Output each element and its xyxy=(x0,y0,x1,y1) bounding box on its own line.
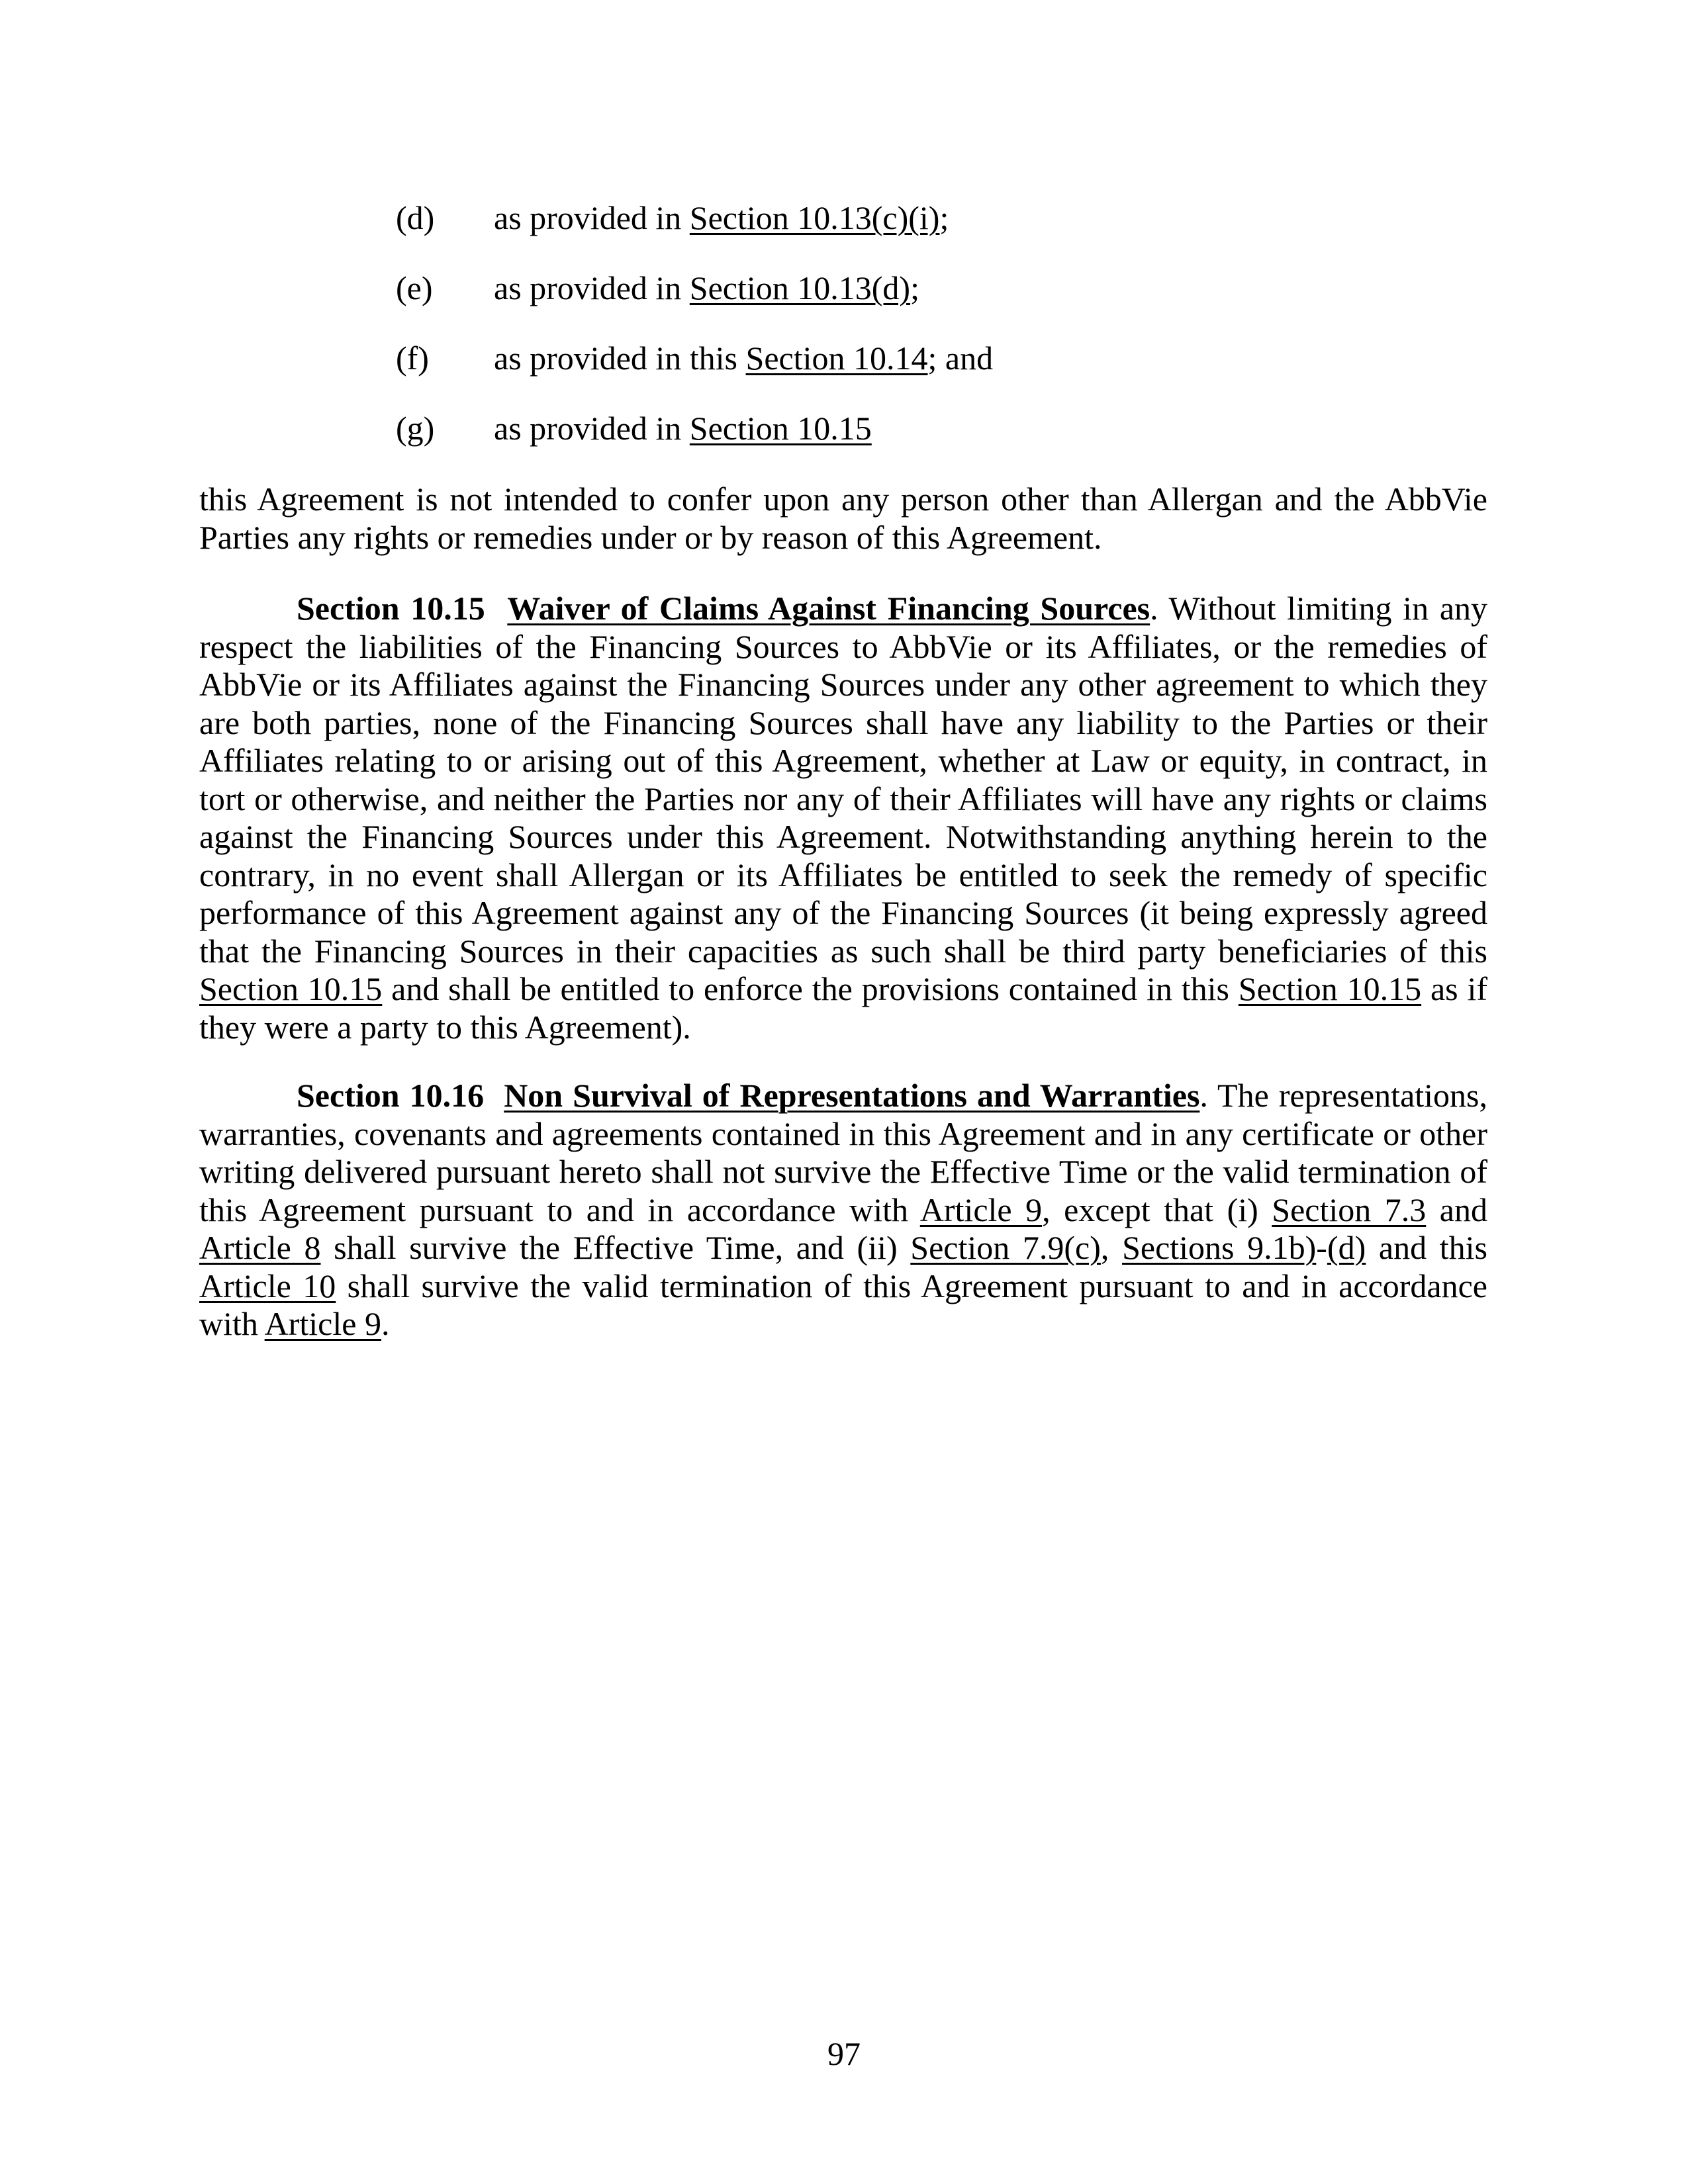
list-item-d xyxy=(396,199,949,237)
list-text: as provided in xyxy=(494,410,690,447)
section-reference-link[interactable]: Section 7.9(c) xyxy=(910,1229,1101,1266)
list-text-suffix: ; and xyxy=(927,340,994,377)
section-text: as if they were a party to this Agreement). xyxy=(199,970,1487,1046)
section-text: and xyxy=(1426,1191,1487,1228)
page-number: 97 xyxy=(827,2035,861,2072)
section-reference-link[interactable]: Section 10.15 xyxy=(689,410,872,447)
section-text: - xyxy=(1316,1229,1327,1266)
section-text: . The representations, warranties, covenants and agreements contained in this Agreement and in any certificate or other writing delivered pursuant hereto shall not survive the Effective Time or the valid termination of this Agreement pursuant to and in accordance with xyxy=(199,1077,1488,1228)
article-reference-link[interactable]: Article 10 xyxy=(199,1267,336,1304)
section-text: , except that (i) xyxy=(1042,1191,1272,1228)
list-text: as provided in this xyxy=(494,340,746,377)
list-text-suffix: ; xyxy=(939,199,949,236)
article-reference-link[interactable]: Article 9 xyxy=(919,1191,1043,1228)
section-10-15-paragraph xyxy=(199,590,1487,1046)
section-10-16-paragraph xyxy=(199,1077,1487,1343)
section-text: shall survive the valid termination of this Agreement pursuant to and in accordance with xyxy=(199,1267,1487,1342)
section-number: Section 10.15 xyxy=(297,590,485,627)
list-text-suffix: ; xyxy=(910,269,919,306)
section-reference-link[interactable]: Section 10.13(c)(i) xyxy=(689,199,940,236)
article-reference-link[interactable]: Article 9 xyxy=(264,1305,381,1342)
section-reference-link[interactable]: Section 10.14 xyxy=(745,340,928,377)
article-reference-link[interactable]: Article 8 xyxy=(199,1229,321,1266)
section-number: Section 10.16 xyxy=(297,1077,485,1114)
list-text: as provided in xyxy=(494,269,690,306)
section-reference-link[interactable]: (d) xyxy=(1327,1229,1366,1266)
list-item-f xyxy=(396,339,993,377)
list-marker: (f) xyxy=(396,340,429,377)
section-text: . Without limiting in any respect the liabilities of the Financing Sources to AbbVie or its Affiliates, or the remedies of AbbVie or its Affiliates against the Financing Sources under any other agreement to which they are both parties, none of the Financing Sources shall have any liability to the Parties or their Affiliates relating to or arising out of this Agreement, whether at Law or equity, in contract, in tort or otherwise, and neither the Parties nor any of their Affiliates will have any rights or claims against the Financing Sources under this Agreement. Notwithstanding anything herein to the contrary, in no event shall Allergan or its Affiliates be entitled to seek the remedy of specific performance of this Agreement against any of the Financing Sources (it being expressly agreed that the Financing Sources in their capacities as such shall be third party beneficiaries of this xyxy=(199,590,1488,970)
list-text: as provided in xyxy=(494,199,690,236)
section-text: . xyxy=(381,1305,390,1342)
section-reference-link[interactable]: Section 10.15 xyxy=(1238,970,1422,1007)
section-reference-link[interactable]: Sections 9.1b) xyxy=(1122,1229,1317,1266)
section-reference-link[interactable]: Section 7.3 xyxy=(1272,1191,1427,1228)
section-title: Non Survival of Representations and Warranties xyxy=(504,1077,1200,1114)
list-item-e xyxy=(396,269,919,307)
list-marker: (e) xyxy=(396,269,433,306)
list-item-g xyxy=(396,409,872,447)
section-reference-link[interactable]: Section 10.13(d) xyxy=(689,269,911,306)
section-text: shall survive the Effective Time, and (ii) xyxy=(320,1229,911,1266)
section-title: Waiver of Claims Against Financing Sources xyxy=(507,590,1150,627)
list-marker: (d) xyxy=(396,199,435,236)
section-reference-link[interactable]: Section 10.15 xyxy=(199,970,383,1007)
closing-paragraph: this Agreement is not intended to confer upon any person other than Allergan and the AbbVie Parties any rights or remedies under or by reason of this Agreement. xyxy=(199,480,1487,556)
section-text: and this xyxy=(1366,1229,1487,1266)
section-text: and shall be entitled to enforce the provisions contained in this xyxy=(382,970,1239,1007)
list-marker: (g) xyxy=(396,410,435,447)
section-text: , xyxy=(1100,1229,1123,1266)
